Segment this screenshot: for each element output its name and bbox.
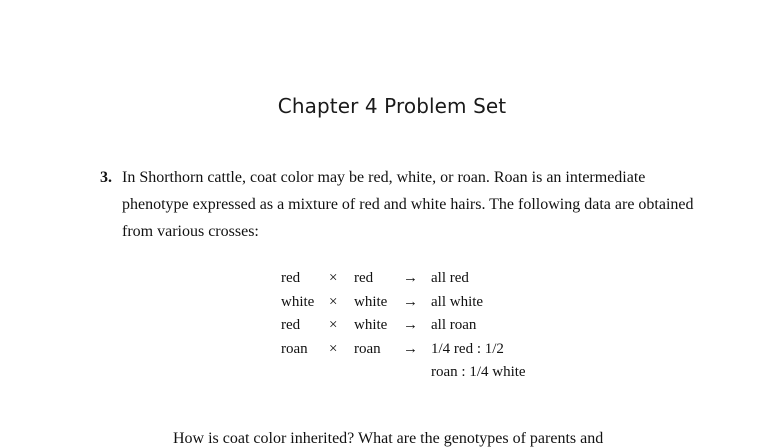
arrow-icon: → [403, 270, 418, 286]
cross-result-continuation-text: roan : 1/4 white [431, 364, 526, 380]
cross-parent2: white [354, 317, 388, 333]
cross-result: 1/4 red : 1/2 [431, 340, 504, 357]
page-title: Chapter 4 Problem Set [277, 94, 507, 118]
cross-result: all roan [431, 317, 477, 333]
cutoff-question-text: How is coat color inherited? What are the genotypes of parents and [173, 430, 604, 447]
arrow-icon: → [403, 317, 418, 333]
cross-parent1: red [281, 270, 301, 286]
cross-parent2: red [354, 270, 374, 286]
cross-symbol: × [329, 270, 338, 286]
cross-parent1: red [281, 317, 301, 333]
cross-parent2: roan [354, 340, 381, 357]
problem-number: 3. [100, 169, 112, 186]
problem-text: In Shorthorn cattle, coat color may be red, white, or roan. Roan is an intermediate phenotype expressed as a mixture of red and white hairs. The following data are obtained from various crosses: [122, 169, 694, 240]
cross-result: all red [431, 270, 469, 286]
problem-3 [100, 164, 700, 245]
arrow-icon: → [403, 340, 418, 357]
cross-parent1: roan [281, 340, 308, 357]
cross-symbol: × [329, 293, 338, 310]
cross-result: all white [431, 293, 484, 310]
cross-symbol: × [329, 340, 338, 357]
cross-parent2: white [354, 293, 388, 310]
cross-parent1: white [281, 293, 315, 310]
cross-symbol: × [329, 317, 338, 333]
arrow-icon: → [403, 293, 418, 310]
